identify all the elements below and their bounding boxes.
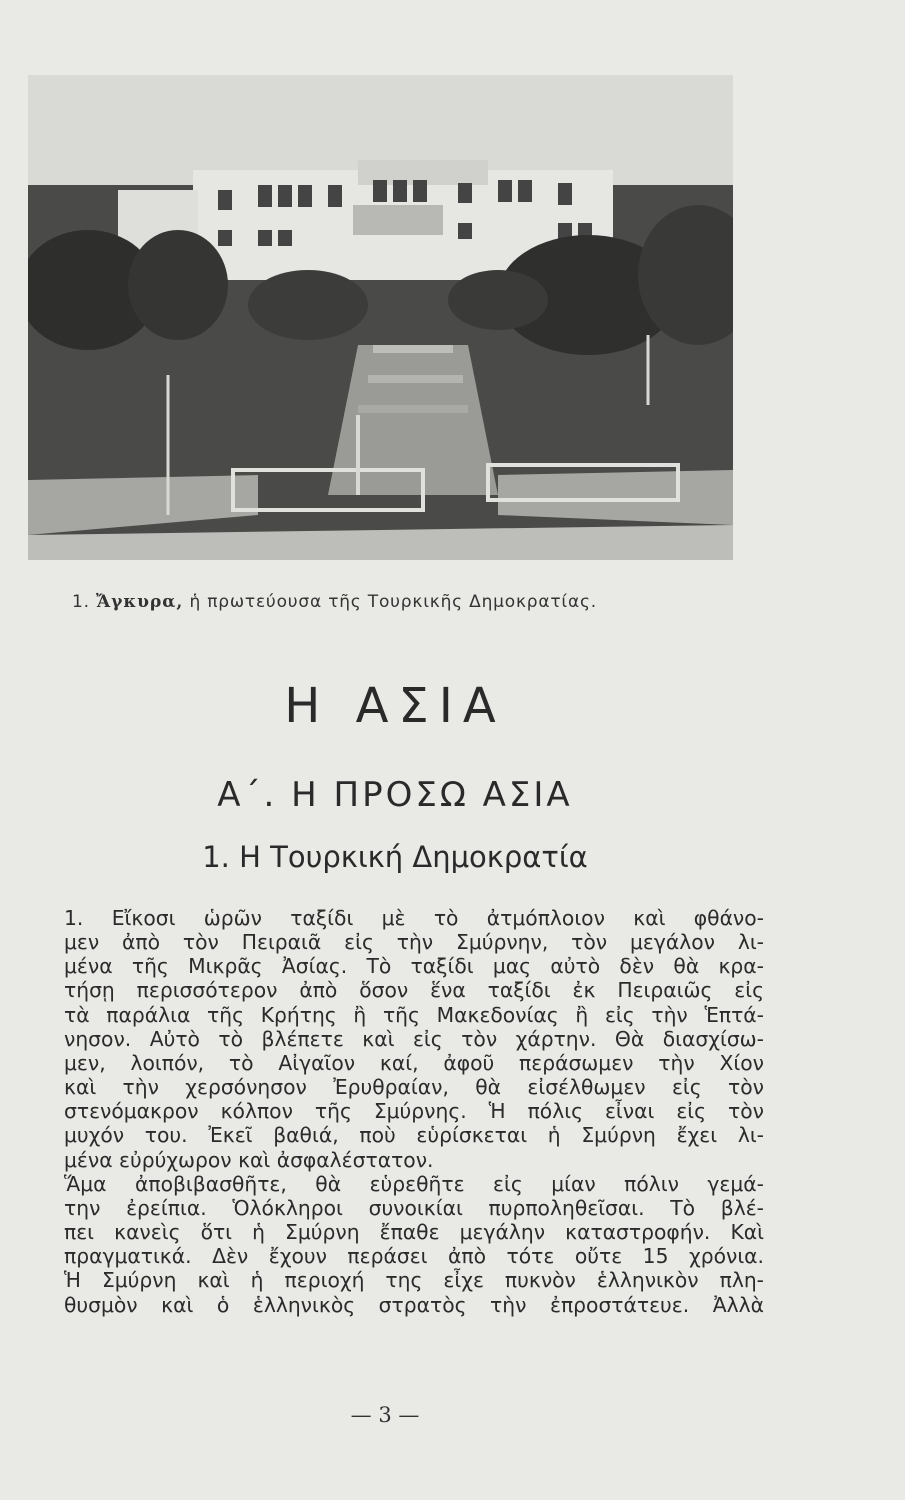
text-line: τὰ παράλια τῆς Κρήτης ἢ τῆς Μακεδονίας ἢ εἰς τὴν Ἑπτά- [64, 1002, 764, 1027]
text-line: στενόμακρον κόλπον τῆς Σμύρνης. Ἡ πόλις εἶναι εἰς τὸν [64, 1099, 764, 1124]
text-line: Ἅμα ἀποβιβασθῆτε, θὰ εὑρεθῆτε εἰς μίαν πόλιν γεμά- [64, 1171, 764, 1196]
figure-caption [72, 592, 597, 612]
chapter-title: Η ΑΣΙΑ [284, 678, 506, 734]
text-line: καὶ τὴν χερσόνησον Ἐρυθραίαν, θὰ εἰσέλθωμεν εἰς τὸν [64, 1075, 764, 1100]
text-line: μένα εὐρύχωρον καὶ ἀσφαλέστατον. [64, 1147, 434, 1172]
text-line: 1. Εἴκοσι ὡρῶν ταξίδι μὲ τὸ ἀτμόπλοιον καὶ φθάνο- [64, 906, 764, 930]
caption-number: 1. [72, 592, 90, 612]
caption-text: ἡ πρωτεύουσα τῆς Τουρκικῆς Δημοκρατίας. [189, 592, 597, 612]
text-line: πει κανεὶς ὅτι ἡ Σμύρνη ἔπαθε μεγάλην καταστροφήν. Καὶ [64, 1220, 764, 1245]
page-number: — 3 — [350, 1403, 420, 1427]
text-line: νησον. Αὐτὸ τὸ βλέπετε καὶ εἰς τὸν χάρτην. Θὰ διασχίσω- [64, 1026, 764, 1051]
text-line: μένα τῆς Μικρᾶς Ἀσίας. Τὸ ταξίδι μας αὐτὸ δὲν θὰ κρα- [64, 954, 764, 979]
text-line: μυχόν του. Ἐκεῖ βαθιά, ποὺ εὑρίσκεται ἡ Σμύρνη ἔχει λι- [64, 1123, 764, 1148]
text-line: την ἐρείπια. Ὁλόκληροι συνοικίαι πυρποληθεῖσαι. Τὸ βλέ- [64, 1195, 764, 1220]
text-line: Ἡ Σμύρνη καὶ ἡ περιοχή της εἶχε πυκνὸν ἑλληνικὸν πλη- [64, 1268, 764, 1293]
body-text [64, 906, 764, 1317]
section-heading: 1. Η Τουρκική Δημοκρατία [202, 840, 588, 874]
text-line: μεν, λοιπόν, τὸ Αἰγαῖον καί, ἀφοῦ περάσωμεν τὴν Χίον [64, 1050, 764, 1075]
text-line: πραγματικά. Δὲν ἔχουν περάσει ἀπὸ τότε οὔτε 15 χρόνια. [64, 1244, 764, 1269]
text-line: τήσῃ περισσότερον ἀπὸ ὅσον ἕνα ταξίδι ἐκ Πειραιῶς εἰς [64, 978, 764, 1003]
ankara-photograph [28, 75, 733, 560]
chapter-subtitle: Α΄. Η ΠΡΟΣΩ ΑΣΙΑ [217, 775, 573, 815]
caption-place: Ἄγκυρα, [96, 592, 184, 612]
building-illustration [28, 75, 733, 560]
text-line: θυσμὸν καὶ ὁ ἑλληνικὸς στρατὸς τὴν ἐπροστάτευε. Ἀλλὰ [64, 1292, 764, 1317]
text-line: μεν ἀπὸ τὸν Πειραιᾶ εἰς τὴν Σμύρνην, τὸν μεγάλον λι- [64, 930, 764, 955]
